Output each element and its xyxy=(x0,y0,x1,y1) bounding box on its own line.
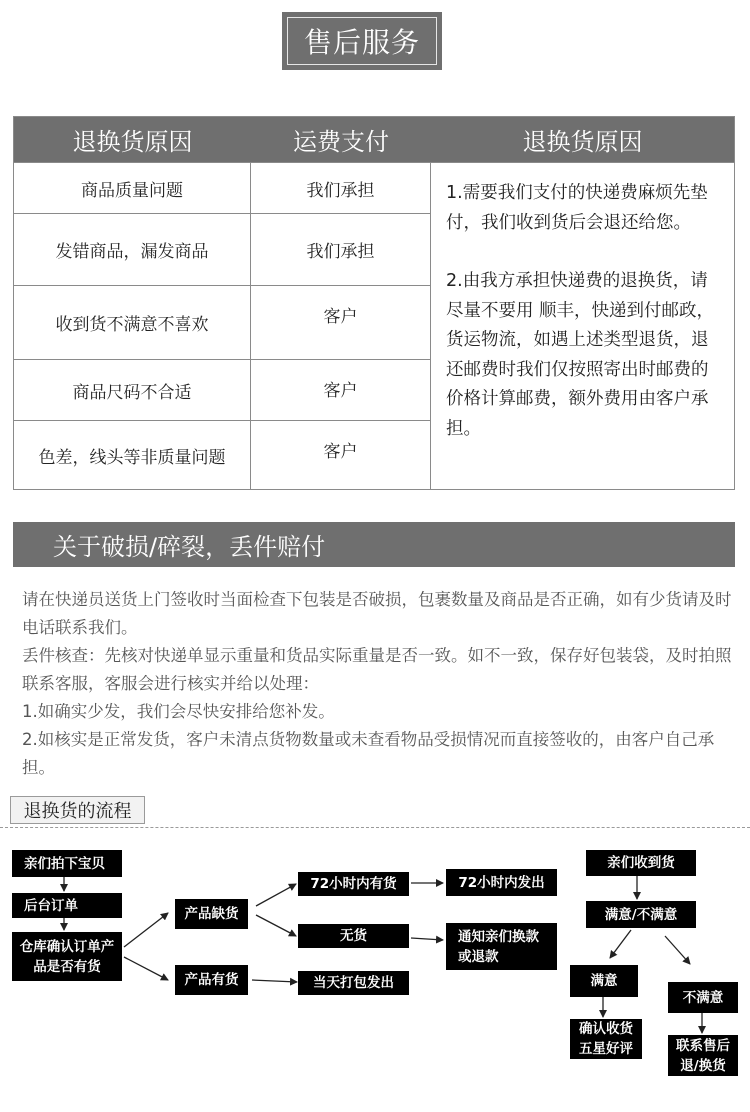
shipping-note-1: 1.需要我们支付的快递费麻烦先垫付，我们收到货后会退还给您。 xyxy=(446,183,708,233)
flow-step-buy: 亲们拍下宝贝 xyxy=(12,850,122,877)
arrow xyxy=(124,957,168,980)
flow-step-out-of-stock: 产品缺货 xyxy=(175,899,248,929)
flow-step-unsatisfied: 不满意 xyxy=(668,982,738,1013)
arrow xyxy=(665,936,690,964)
page-title: 售后服务 xyxy=(287,17,437,65)
flow-step-72h-ship: 72小时内发出 xyxy=(446,869,557,896)
payer-cell: 客户 xyxy=(251,286,431,359)
arrow xyxy=(256,915,296,936)
flow-step-contact-service: 联系售后退/换货 xyxy=(668,1035,738,1076)
damage-paragraph: 请在快递员送货上门签收时当面检查下包装是否破损，包裹数量及商品是否正确，如有少货请及时电话联系我们。 xyxy=(22,590,732,637)
damage-section-heading: 关于破损/碎裂，丢件赔付 xyxy=(13,522,735,567)
reason-cell: 发错商品，漏发商品 xyxy=(14,214,251,285)
flow-step-satisfied: 满意 xyxy=(570,965,638,997)
damage-paragraph: 丢件核查：先核对快递单显示重量和货品实际重量是否一致。如不一致，保存好包装袋，及时拍照联系客服，客服会进行核实并给以处理： xyxy=(22,646,732,693)
payer-cell: 我们承担 xyxy=(251,214,431,285)
damage-paragraph: 1.如确实少发，我们会尽快安排给您补发。 xyxy=(22,702,335,721)
flow-step-confirm-five-star: 确认收货五星好评 xyxy=(570,1019,642,1059)
payer-cell: 客户 xyxy=(251,360,431,420)
arrow xyxy=(411,938,443,940)
flow-step-confirm-stock: 仓库确认订单产品是否有货 xyxy=(12,932,122,981)
payer-cell: 我们承担 xyxy=(251,163,431,213)
arrow xyxy=(610,930,631,958)
flow-step-notify-exchange-refund: 通知亲们换款或退款 xyxy=(446,923,557,970)
reason-cell: 色差，线头等非质量问题 xyxy=(14,421,251,489)
flow-step-satisfied-or-not: 满意/不满意 xyxy=(586,901,696,928)
shipping-note-2: 2.由我方承担快递费的退换货，请尽量不要用 顺丰，快递到付邮政，货运物流，如遇上述类型退货，退还邮费时我们仅按照寄出时邮费的价格计算邮费，额外费用由客户承担。 xyxy=(446,271,715,439)
flow-step-no-stock: 无货 xyxy=(298,924,409,948)
flow-step-order: 后台订单 xyxy=(12,893,122,918)
header-reason-notes: 退换货原因 xyxy=(522,128,643,156)
reason-cell: 商品尺码不合适 xyxy=(14,360,251,420)
payer-cell: 客户 xyxy=(251,421,431,489)
arrow xyxy=(252,980,297,982)
flow-step-received: 亲们收到货 xyxy=(586,850,696,876)
damage-paragraph: 2.如核实是正常发货，客户未清点货物数量或未查看物品受损情况而直接签收的，由客户自己承担。 xyxy=(22,730,715,777)
flow-step-in-stock: 产品有货 xyxy=(175,965,248,995)
header-reason: 退换货原因 xyxy=(72,128,193,156)
arrow xyxy=(256,884,296,906)
flow-heading: 退换货的流程 xyxy=(10,796,145,824)
header-shipping-payer: 运费支付 xyxy=(293,128,389,156)
arrow xyxy=(124,913,168,947)
flow-step-72h-have-stock: 72小时内有货 xyxy=(298,872,409,896)
flow-step-same-day-ship: 当天打包发出 xyxy=(298,971,409,995)
reason-cell: 收到货不满意不喜欢 xyxy=(14,286,251,359)
reason-cell: 商品质量问题 xyxy=(14,163,251,213)
